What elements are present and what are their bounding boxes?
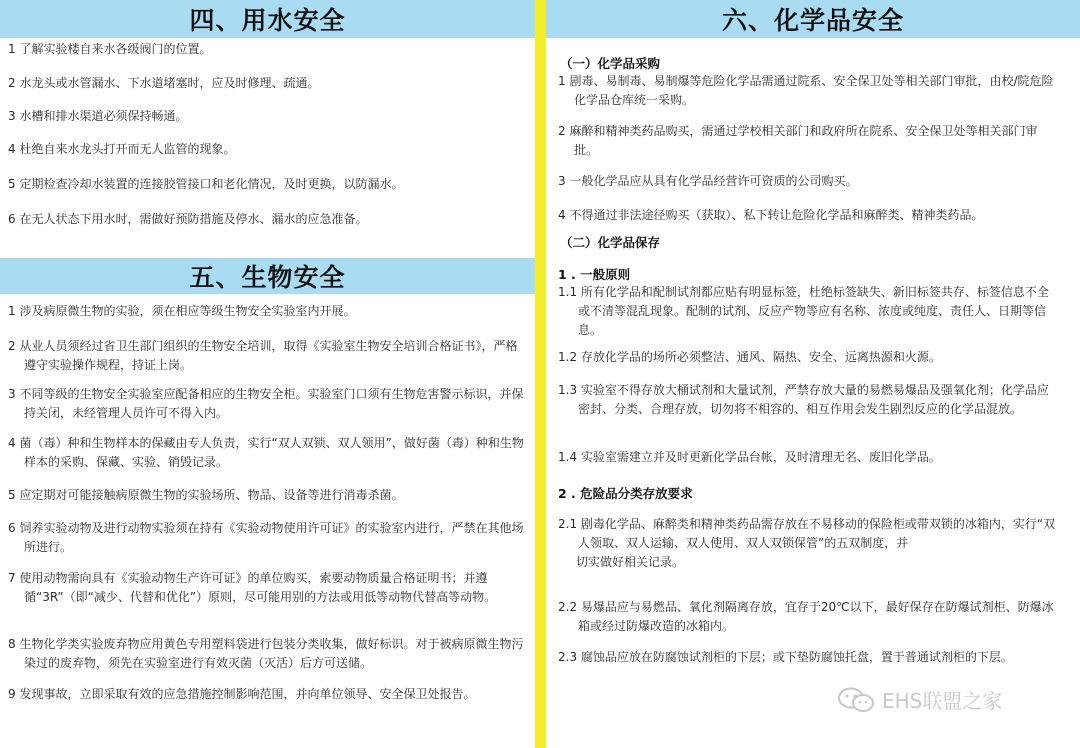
dangerous-item-2-3: 2.3 腐蚀品应放在防腐蚀试剂柜的下层；或下垫防腐蚀托盘，置于普通试剂柜的下层。 xyxy=(558,650,1013,664)
section-title-water: 四、用水安全 xyxy=(0,0,535,38)
purchase-heading: （一）化学品采购 xyxy=(560,56,661,71)
section-title-bio: 五、生物安全 xyxy=(0,258,535,294)
general-principles-heading: 1 . 一般原则 xyxy=(558,267,631,282)
bio-item-6: 6 饲养实验动物及进行动物实验须在持有《实验动物使用许可证》的实验室内进行，严禁在其他场所进行。 xyxy=(8,521,524,554)
water-item-5: 5 定期检查冷却水装置的连接胶管接口和老化情况，及时更换，以防漏水。 xyxy=(8,177,404,191)
bio-item-4: 4 菌（毒）种和生物样本的保藏由专人负责，实行“双人双锁、双人领用”，做好菌（毒）种和生物样本的采购、保藏、实验、销毁记录。 xyxy=(8,436,524,469)
purchase-item-3: 3 一般化学品应从具有化学品经营许可资质的公司购买。 xyxy=(558,174,858,188)
water-item-2: 2 水龙头或水管漏水、下水道堵塞时，应及时修理、疏通。 xyxy=(8,76,320,90)
column-divider xyxy=(535,0,546,748)
water-item-1: 1 了解实验楼自来水各级阀门的位置。 xyxy=(8,42,212,56)
storage-heading: （二）化学品保存 xyxy=(560,235,661,250)
watermark-text: EHS联盟之家 xyxy=(882,689,1003,713)
water-item-6: 6 在无人状态下用水时，需做好预防措施及停水、漏水的应急准备。 xyxy=(8,212,368,226)
watermark xyxy=(836,685,1002,714)
general-item-1-1: 1.1 所有化学品和配制试剂都应贴有明显标签，杜绝标签缺失、新旧标签共存、标签信息不全或不清等混乱现象。配制的试剂、反应产物等应有名称、浓度或纯度、责任人、日期等信息。 xyxy=(558,285,1049,337)
section-title-chemical: 六、化学品安全 xyxy=(546,0,1080,38)
purchase-item-1: 1 剧毒、易制毒、易制爆等危险化学品需通过院系、安全保卫处等相关部门审批，由校/院危险化学品仓库统一采购。 xyxy=(558,74,1054,107)
water-item-4: 4 杜绝自来水龙头打开而无人监管的现象。 xyxy=(8,142,236,156)
general-item-1-4: 1.4 实验室需建立并及时更新化学品台帐，及时清理无名、废旧化学品。 xyxy=(558,450,941,464)
bio-item-9: 9 发现事故，立即采取有效的应急措施控制影响范围，并向单位领导、安全保卫处报告。 xyxy=(8,687,476,701)
purchase-item-2: 2 麻醉和精神类药品购买，需通过学校相关部门和政府所在院系、安全保卫处等相关部门审批。 xyxy=(558,124,1038,157)
purchase-item-4: 4 不得通过非法途径购买（获取）、私下转让危险化学品和麻醉类、精神类药品。 xyxy=(558,208,984,222)
bio-item-1: 1 涉及病原微生物的实验，须在相应等级生物安全实验室内开展。 xyxy=(8,304,356,318)
general-item-1-2: 1.2 存放化学品的场所必须整洁、通风、隔热、安全、远离热源和火源。 xyxy=(558,350,941,364)
bio-item-2: 2 从业人员须经过省卫生部门组织的生物安全培训，取得《实验室生物安全培训合格证书》，严格遵守实验操作规程，持证上岗。 xyxy=(8,339,518,372)
dangerous-goods-heading: 2 . 危险品分类存放要求 xyxy=(558,486,693,501)
general-item-1-3: 1.3 实验室不得存放大桶试剂和大量试剂，严禁存放大量的易燃易爆品及强氧化剂；化学品应密封、分类、合理存放，切勿将不相容的、相互作用会发生剧烈反应的化学品混放。 xyxy=(558,383,1049,416)
water-item-3: 3 水槽和排水渠道必须保持畅通。 xyxy=(8,109,188,123)
bio-item-8: 8 生物化学类实验废弃物应用黄色专用塑料袋进行包装分类收集，做好标识。对于被病原微生物污染过的废弃物，须先在实验室进行有效灭菌（灭活）后方可送储。 xyxy=(8,637,524,670)
wechat-icon xyxy=(836,686,876,714)
bio-item-3: 3 不同等级的生物安全实验室应配备相应的生物安全柜。实验室门口须有生物危害警示标识，并保持关闭，未经管理人员许可不得入内。 xyxy=(8,387,524,420)
dangerous-item-2-1-tail: 切实做好相关记录。 xyxy=(576,555,685,569)
bio-item-5: 5 应定期对可能接触病原微生物的实验场所、物品、设备等进行消毒杀菌。 xyxy=(8,488,404,502)
dangerous-item-2-2: 2.2 易爆品应与易燃品、氧化剂隔离存放，宜存于20℃以下，最好保存在防爆试剂柜、防爆冰箱或经过防爆改造的冰箱内。 xyxy=(558,600,1054,633)
dangerous-item-2-1: 2.1 剧毒化学品、麻醉类和精神类药品需存放在不易移动的保险柜或带双锁的冰箱内，实行“双人领取、双人运输、双人使用、双人双锁保管”的五双制度，并 切实做好相关记录。 xyxy=(558,515,1058,572)
bio-item-7: 7 使用动物需向具有《实验动物生产许可证》的单位购买，索要动物质量合格证明书；并遵循“3R”（即“减少、代替和优化”）原则，尽可能用别的方法或用低等动物代替高等动物。 xyxy=(8,571,497,604)
